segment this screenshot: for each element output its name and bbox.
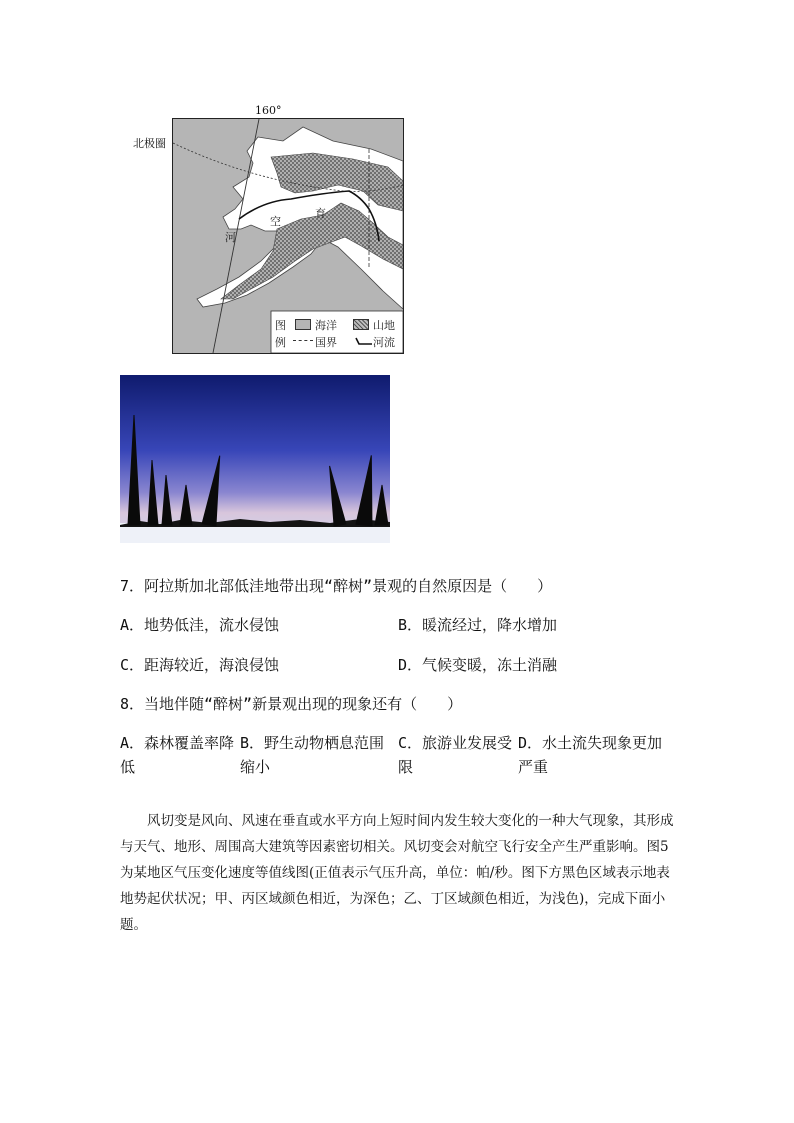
question-8-option-c[interactable]: C．旅游业发展受限 [398,734,513,776]
wind-shear-passage [120,808,680,938]
legend-title-top: 图 [275,319,286,332]
question-7-option-d[interactable]: D．气候变暖，冻土消融 [398,656,558,674]
alaska-map [172,118,404,354]
map-longitude-label: 160° [255,104,282,117]
map-arctic-circle-label: 北极圈 [133,137,166,150]
question-8-option-b[interactable]: B．野生动物栖息范围缩小 [240,734,385,776]
legend-ocean-label: 海洋 [315,319,337,332]
passage-paragraph: 风切变是风向、风速在垂直或水平方向上短时间内发生较大变化的一种大气现象，其形成与天气、地形、周围高大建筑等因素密切相关。风切变会对航空飞行安全产生严重影响。图5为某地区气压变化速度等值线图(正值表示气压升高，单位：帕/秒。图下方黑色区域表示地表地势起伏状况；甲、丙区域颜色相近，为深色；乙、丁区域颜色相近，为浅色)，完成下面小题。 [120,813,674,933]
legend-border-label: 国界 [315,336,337,349]
legend-title-bottom: 例 [275,336,286,349]
question-7-option-a[interactable]: A．地势低洼，流水侵蚀 [120,616,280,634]
question-8-stem: 8．当地伴随“醉树”新景观出现的现象还有（ ） [120,695,463,713]
alaska-map-drawing [173,119,403,353]
map-place-label-3: 河 [225,231,236,244]
legend-mountain-label: 山地 [373,319,395,332]
question-7-stem: 7．阿拉斯加北部低洼地带出现“醉树”景观的自然原因是（ ） [120,577,553,595]
legend-river-symbol [355,336,373,346]
legend-ocean-swatch [295,319,311,330]
question-8-option-a[interactable]: A．森林覆盖率降低 [120,734,235,776]
legend-mountain-swatch [353,319,369,330]
legend-river-label: 河流 [373,336,395,349]
question-8-option-d[interactable]: D．水土流失现象更加严重 [518,734,663,776]
question-7-option-c[interactable]: C．距海较近，海浪侵蚀 [120,656,280,674]
map-place-label-1: 空 [270,215,281,228]
map-place-label-2: 育 [315,207,326,220]
drunken-forest-photo [120,375,390,543]
question-7-option-b[interactable]: B．暖流经过，降水增加 [398,616,558,634]
legend-border-symbol [293,340,313,341]
photo-drawing [120,375,390,543]
